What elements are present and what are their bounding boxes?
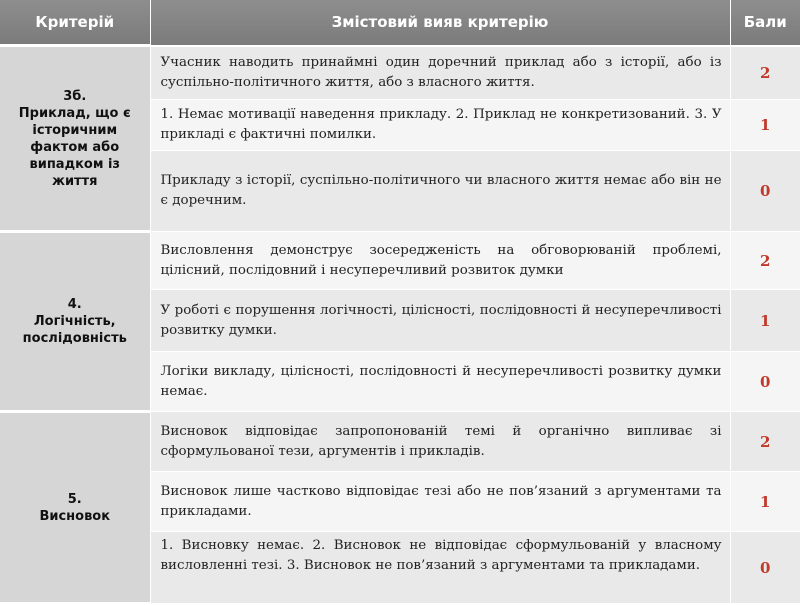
criterion-description: Логіки викладу, цілісності, послідовності й несуперечливості розвитку думки немає. bbox=[150, 352, 730, 412]
criterion-score: 2 bbox=[730, 232, 800, 290]
table-header-row bbox=[0, 0, 800, 46]
table-row bbox=[0, 46, 800, 100]
header-criterion: Критерій bbox=[0, 0, 150, 46]
table-row bbox=[0, 412, 800, 472]
criterion-description: Висновок лише частково відповідає тезі або не пов’язаний з аргументами та прикладами. bbox=[150, 472, 730, 532]
header-content: Змістовий вияв критерію bbox=[150, 0, 730, 46]
criterion-label bbox=[0, 232, 150, 412]
criterion-description: Прикладу з історії, суспільно-політичного чи власного життя немає або він не є доречним. bbox=[150, 151, 730, 232]
header-points: Бали bbox=[730, 0, 800, 46]
criterion-score: 1 bbox=[730, 472, 800, 532]
criterion-score: 0 bbox=[730, 151, 800, 232]
criterion-score: 2 bbox=[730, 46, 800, 100]
criterion-score: 1 bbox=[730, 290, 800, 352]
table-row bbox=[0, 232, 800, 290]
criterion-description: Висновок відповідає запропонованій темі й органічно випливає зі сформульованої тези, аргументів і прикладів. bbox=[150, 412, 730, 472]
criterion-label-text: 5. Висновок bbox=[39, 491, 111, 524]
criterion-description: Учасник наводить принаймні один доречний приклад або з історії, або із суспільно-політичного життя, або з власного життя. bbox=[150, 46, 730, 100]
criterion-description: Висловлення демонструє зосередженість на обговорюваній проблемі, цілісний, послідовний і несуперечливий розвиток думки bbox=[150, 232, 730, 290]
criterion-label-text: 4. Логічність, послідовність bbox=[22, 297, 127, 346]
criterion-label bbox=[0, 412, 150, 604]
criterion-description: 1. Висновку немає. 2. Висновок не відповідає сформульованій у власному висловленні тезі. 3. Висновок не пов’язаний з аргументами та прикладами. bbox=[150, 532, 730, 604]
criterion-score: 0 bbox=[730, 352, 800, 412]
criterion-label-text: 3б. Приклад, що є історичним фактом або випадком із життя bbox=[18, 88, 131, 189]
criterion-score: 0 bbox=[730, 532, 800, 604]
criterion-description: 1. Немає мотивації наведення прикладу. 2. Приклад не конкретизований. 3. У прикладі є фактичні помилки. bbox=[150, 100, 730, 151]
criterion-score: 2 bbox=[730, 412, 800, 472]
criterion-label bbox=[0, 46, 150, 232]
criterion-score: 1 bbox=[730, 100, 800, 151]
criterion-description: У роботі є порушення логічності, цілісності, послідовності й несуперечливості розвитку думки. bbox=[150, 290, 730, 352]
